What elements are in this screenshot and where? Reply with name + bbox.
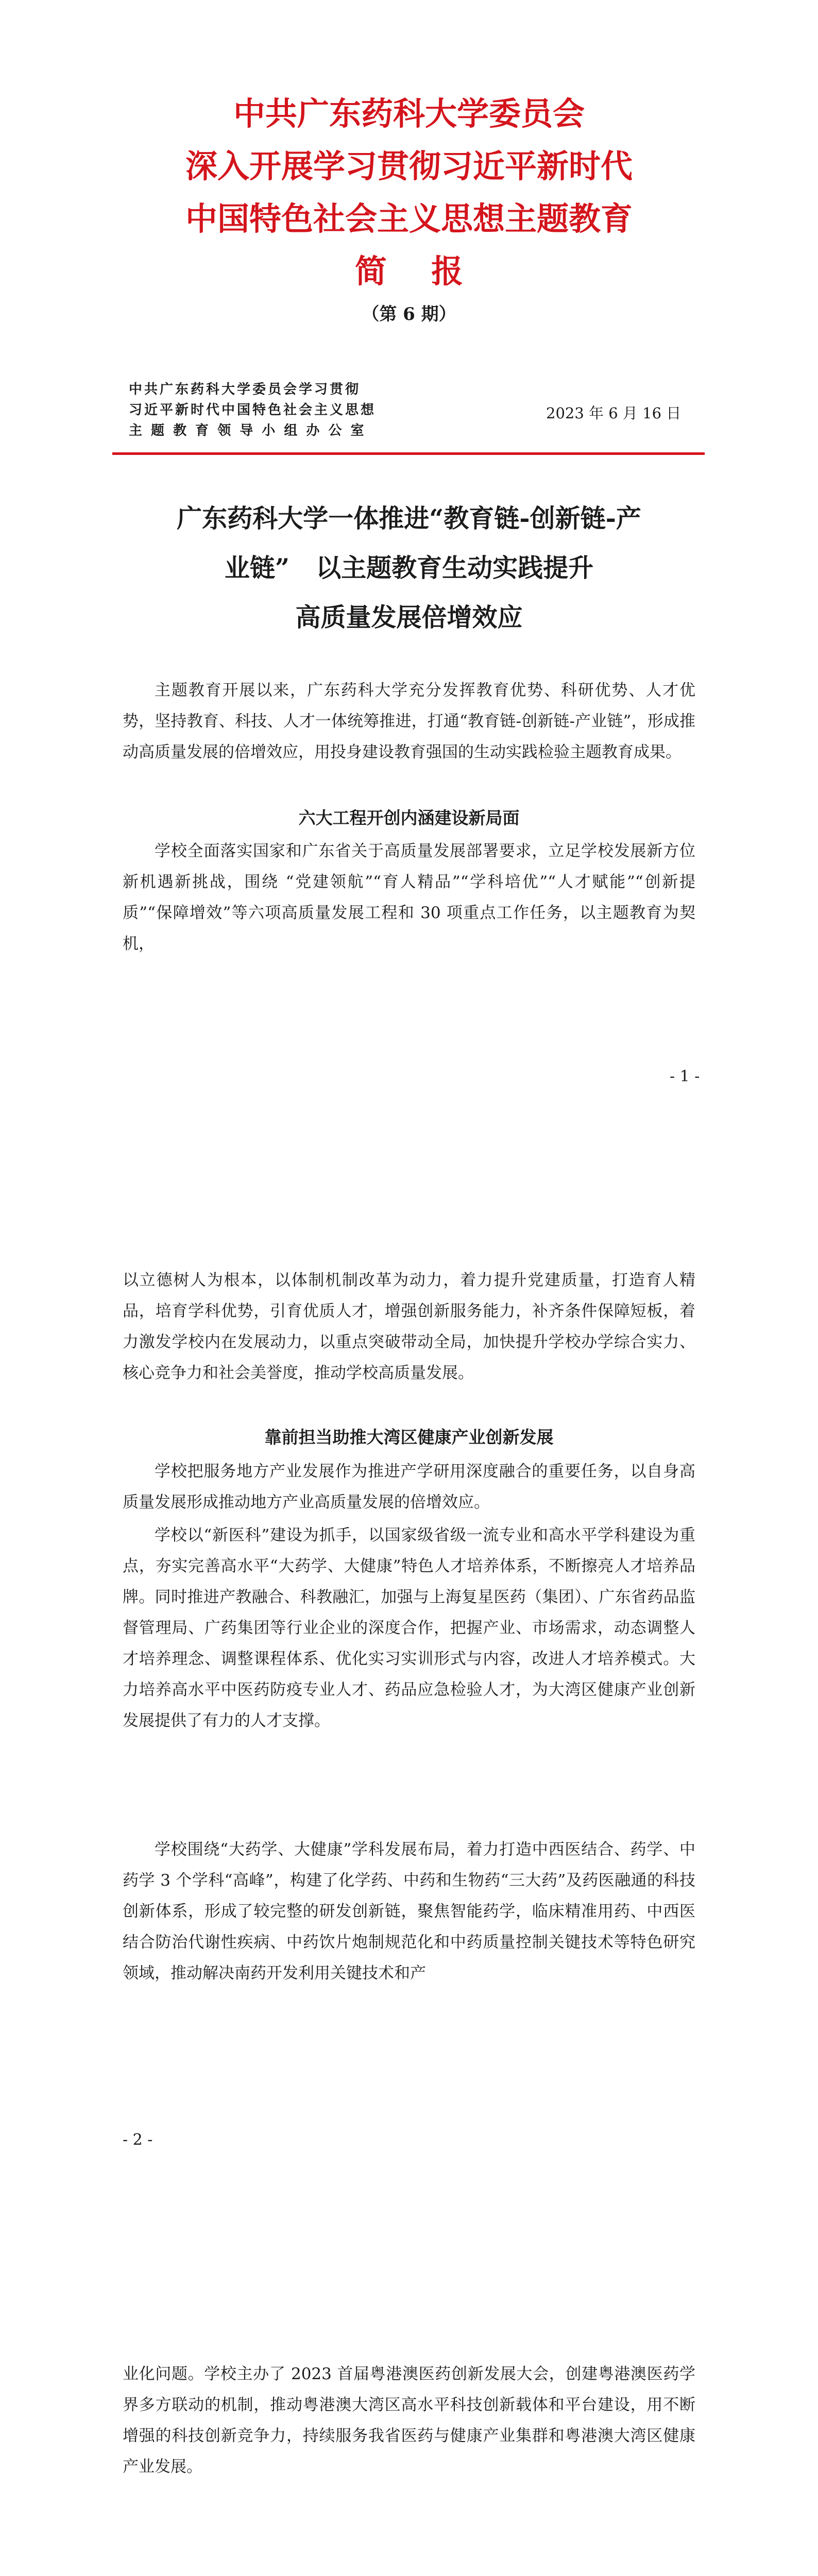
section2-paragraph-3-part1: 学校围绕“大药学、大健康”学科发展布局，着力打造中西医结合、药学、中药学 3 个学科“高峰”，构建了化学药、中药和生物药“三大药”及药医融通的科技创新体系，形成了较完整的研发创新链，聚焦智能药学，临床精准用药、中西医结合防治代谢性疾病、中药饮片炮制规范化和中药质量控制关键技术等特色研究领域，推动解决南药开发利用关键技术和产 bbox=[123, 1840, 695, 1982]
section-heading-2: 靠前担当助推大湾区健康产业创新发展 bbox=[264, 1427, 554, 1447]
masthead-bulletin-title: 简 报 bbox=[354, 252, 464, 290]
masthead-line-2: 深入开展学习贯彻习近平新时代 bbox=[185, 147, 633, 185]
section2-paragraph-1: 学校把服务地方产业发展作为推进产学研用深度融合的重要任务，以自身高质量发展形成推动地方产业高质量发展的倍增效应。 bbox=[123, 1462, 695, 1512]
issuer-line-2: 习近平新时代中国特色社会主义思想 bbox=[129, 402, 377, 418]
issue-date: 2023 年 6 月 16 日 bbox=[546, 404, 681, 422]
section1-paragraph-part1: 学校全面落实国家和广东省关于高质量发展部署要求，立足学校发展新方位新机遇新挑战，围绕 “党建领航”“育人精品”“学科培优”“人才赋能”“创新提质”“保障增效”等六项高质量发展工程和 30 项重点工作任务，以主题教育为契机， bbox=[123, 842, 695, 953]
section-heading-1: 六大工程开创内涵建设新局面 bbox=[298, 808, 520, 828]
issuer-line-3: 主 题 教 育 领 导 小 组 办 公 室 bbox=[129, 423, 366, 438]
issue-number: （第 6 期） bbox=[362, 304, 456, 325]
article-title-line-2: 业链” 以主题教育生动实践提升 bbox=[224, 553, 594, 583]
masthead-line-3: 中国特色社会主义思想主题教育 bbox=[185, 200, 633, 238]
issuer-block bbox=[129, 379, 458, 441]
intro-paragraph: 主题教育开展以来，广东药科大学充分发挥教育优势、科研优势、人才优势，坚持教育、科技、人才一体统筹推进，打通“教育链-创新链-产业链”，形成推动高质量发展的倍增效应，用投身建设教育强国的生动实践检验主题教育成果。 bbox=[123, 681, 695, 761]
issuer-line-1: 中共广东药科大学委员会学习贯彻 bbox=[129, 382, 361, 397]
masthead-line-1: 中共广东药科大学委员会 bbox=[233, 95, 585, 132]
article-title-line-3: 高质量发展倍增效应 bbox=[295, 602, 523, 632]
red-divider bbox=[112, 452, 705, 455]
article-title-line-1: 广东药科大学一体推进“教育链-创新链-产 bbox=[177, 503, 641, 533]
section2-paragraph-2: 学校以“新医科”建设为抓手，以国家级省级一流专业和高水平学科建设为重点，夯实完善高水平“大药学、大健康”特色人才培养体系，不断擦亮人才培养品牌。同时推进产教融合、科教融汇，加强与上海复星医药（集团）、广东省药品监督管理局、广药集团等行业企业的深度合作，把握产业、市场需求，动态调整人才培养理念、调整课程体系、优化实习实训形式与内容，改进人才培养模式。大力培养高水平中医药防疫专业人才、药品应急检验人才，为大湾区健康产业创新发展提供了有力的人才支撑。 bbox=[123, 1526, 695, 1730]
section2-paragraph-3-part2: 业化问题。学校主办了 2023 首届粤港澳医药创新发展大会，创建粤港澳医药学界多方联动的机制，推动粤港澳大湾区高水平科技创新载体和平台建设，用不断增强的科技创新竞争力，持续服务我省医药与健康产业集群和粤港澳大湾区健康产业发展。 bbox=[123, 2365, 695, 2476]
section1-paragraph-part2: 以立德树人为根本，以体制机制改革为动力，着力提升党建质量，打造育人精品，培育学科优势，引育优质人才，增强创新服务能力，补齐条件保障短板，着力激发学校内在发展动力，以重点突破带动全局，加快提升学校办学综合实力、核心竞争力和社会美誉度，推动学校高质量发展。 bbox=[123, 1271, 695, 1382]
page-number-1: - 1 - bbox=[670, 1067, 700, 1086]
page-number-2: - 2 - bbox=[123, 2131, 153, 2149]
